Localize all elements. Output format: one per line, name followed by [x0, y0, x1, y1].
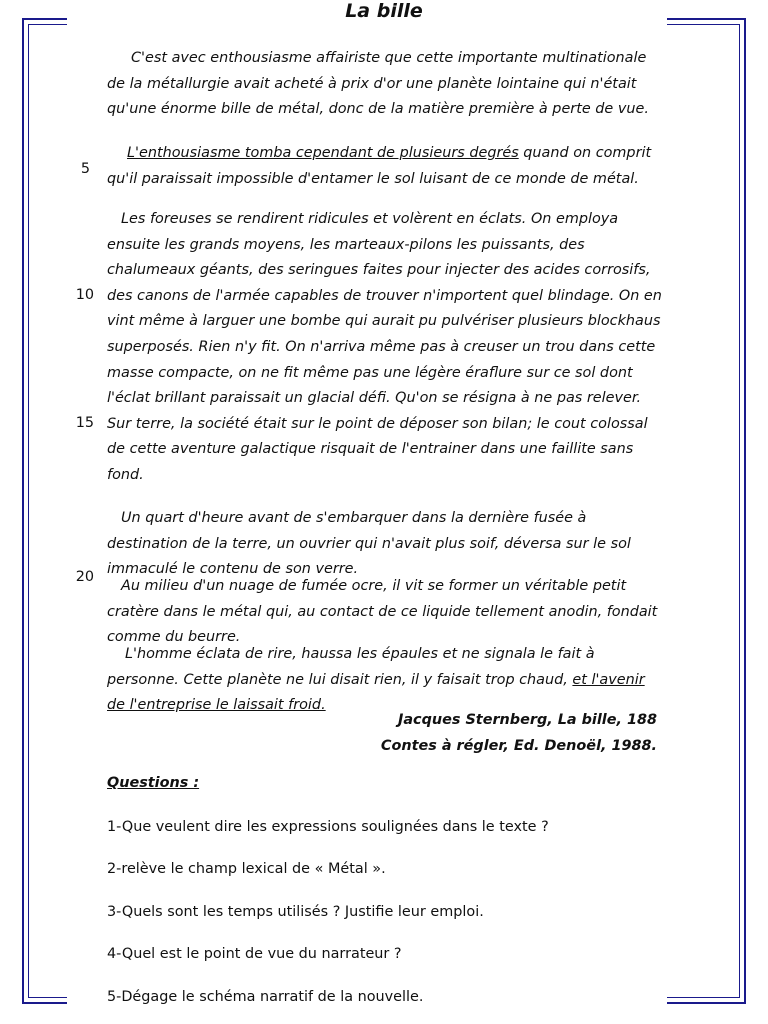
paragraph-text: Un quart d'heure avant de s'embarquer dans la dernière fusée à destination de la terre, un ouvrier qui n'avait plus soif, déversa sur le sol immaculé le contenu de son verre. — [107, 510, 631, 578]
paragraph-5 — [107, 574, 663, 651]
paragraph-text: quand on comprit qu'il paraissait impossible d'entamer le sol luisant de ce monde de métal. — [107, 145, 652, 187]
question-item: 5-Dégage le schéma narratif de la nouvelle. — [107, 989, 424, 1005]
paragraph-6 — [107, 642, 663, 719]
question-item: 4-Quel est le point de vue du narrateur ? — [107, 946, 402, 962]
question-item: 2-relève le champ lexical de « Métal ». — [107, 861, 386, 877]
paragraph-1 — [107, 46, 663, 123]
line-number: 10 — [75, 287, 94, 303]
paragraph-3 — [107, 207, 663, 489]
paragraph-text: C'est avec enthousiasme affairiste que cette importante multinationale de la métallurgie avait acheté à prix d'or une planète lointaine qui n'était qu'une énorme bille de métal, donc de la matière première à perte de vue. — [107, 50, 649, 118]
line-number: 5 — [80, 161, 90, 177]
questions-heading: Questions : — [107, 775, 200, 791]
question-item: 3-Quels sont les temps utilisés ? Justifie leur emploi. — [107, 904, 484, 920]
paragraph-text: L'homme éclata de rire, haussa les épaules et ne signala le fait à personne. Cette planète ne lui disait rien, il y faisait trop chaud, — [107, 646, 595, 688]
underlined-expression: et l'avenir de l'entreprise le laissait froid. — [107, 671, 645, 714]
line-number: 15 — [75, 415, 94, 431]
source-author: Jacques Sternberg, La bille, 188 — [397, 712, 657, 728]
page-title: La bille — [345, 0, 423, 22]
source-publisher: Contes à régler, Ed. Denoël, 1988. — [380, 738, 657, 754]
paragraph-text: Les foreuses se rendirent ridicules et volèrent en éclats. On employa ensuite les grands moyens, les marteaux-pilons les puissants, des chalumeaux géants, des seringues faites pour injecter des acides corrosifs, des canons de l'armée capables de trouver n'importent quel blindage. On en vint même à larguer une bombe qui aurait pu pulvériser plusieurs blockhaus superposés. Rien n'y fit. On n'arriva même pas à creuser un trou dans cette masse compacte, on ne fit même pas une légère éraflure sur ce sol dont l'éclat brillant paraissait un glacial défi. Qu'on se résigna à ne pas relever. Sur terre, la société était sur le point de déposer son bilan; le cout colossal de cette aventure galactique risquait de l'entrainer dans une faillite sans fond. — [107, 211, 662, 483]
paragraph-text: Au milieu d'un nuage de fumée ocre, il vit se former un véritable petit cratère dans le métal qui, au contact de ce liquide tellement anodin, fondait comme du beurre. — [107, 578, 658, 646]
paragraph-4 — [107, 506, 663, 583]
question-item: 1-Que veulent dire les expressions soulignées dans le texte ? — [107, 819, 549, 835]
underlined-expression: L'enthousiasme tomba cependant de plusieurs degrés — [127, 145, 519, 161]
paragraph-2 — [107, 141, 663, 192]
line-number: 20 — [75, 569, 94, 585]
